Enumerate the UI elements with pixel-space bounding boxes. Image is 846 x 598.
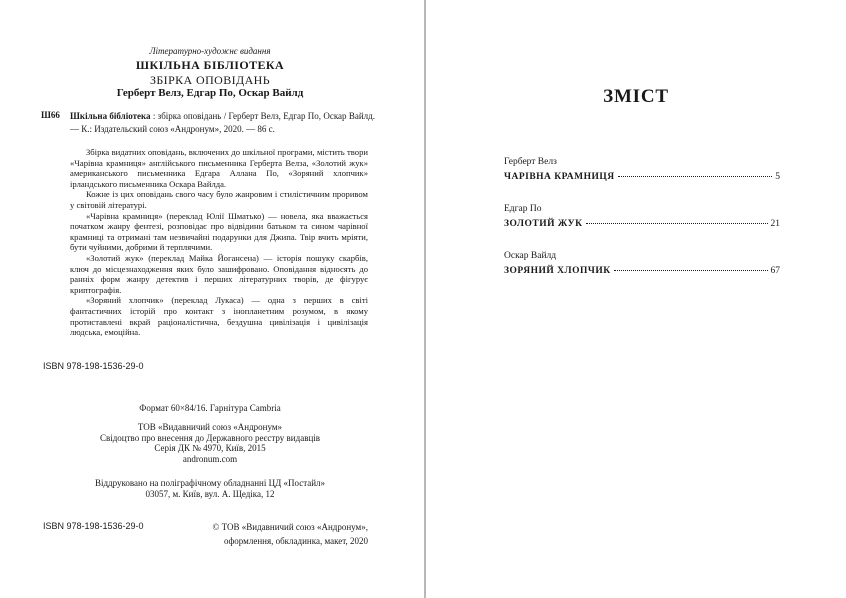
annotation-paragraph: Збірка видатних оповідань, включених до шкільної програми, містить твори «Чарівна крамниця» англійського письменника Герберта Велза, «Золотий жук» американського письменника Едгара Аллана По, «Зоряний хлопчик» ірландського письменника Оскара Вайлда.	[70, 147, 368, 189]
publisher-line: Серія ДК № 4970, Київ, 2015	[154, 443, 266, 453]
printer-line: Віддруковано на поліграфічному обладнанні ЦД «Постайл»	[94, 478, 326, 488]
toc-story-title: ЗОРЯНИЙ ХЛОПЧИК	[504, 266, 611, 276]
copyright-line: оформлення, обкладинка, макет, 2020	[223, 535, 368, 546]
toc-dot-leader	[618, 176, 773, 177]
toc-page-number: 21	[770, 219, 780, 229]
isbn-bottom: ISBN 978-198-1536-29-0	[43, 521, 144, 531]
copyright-line: © ТОВ «Видавничий союз «Андронум»,	[212, 522, 368, 532]
toc-page-number: 67	[770, 266, 780, 276]
toc-dot-leader	[614, 270, 768, 271]
authors-line: Герберт Велз, Едгар По, Оскар Вайлд	[116, 87, 304, 99]
toc-author: Герберт Велз	[504, 157, 557, 167]
printer-block	[40, 478, 380, 500]
copyright-block	[195, 521, 368, 548]
catalog-entry	[70, 110, 375, 136]
catalog-code: Ш66	[41, 110, 60, 120]
annotation	[70, 147, 368, 338]
annotation-paragraph: Кожне із цих оповідань свого часу було жанровим і стилістичним проривом у світовій літературі.	[70, 189, 368, 210]
annotation-paragraph: «Золотий жук» (переклад Майка Йогансена) — історія пошуку скарбів, ключ до місцезнаходження яких було зашифровано. Оповідання відносять до ранніх форм жанру детектив і перших літературних творів, де фігурує криптографія.	[70, 252, 368, 295]
toc-entry[interactable]	[504, 250, 780, 276]
publisher-line: ТОВ «Видавничий союз «Андронум»	[137, 422, 283, 432]
catalog-details: : збірка оповідань / Герберт Велз, Едгар По, Оскар Вайлд. — К.: Издательский союз «Андронум», 2020. — 86 с.	[70, 111, 375, 134]
toc-page-number: 5	[775, 172, 780, 182]
genre-label: Літературно-художнє видання	[149, 46, 271, 56]
toc-entry[interactable]	[504, 203, 780, 229]
publisher-block	[40, 422, 380, 464]
publisher-line: Свідоцтво про внесення до Державного реєстру видавців	[99, 432, 321, 443]
toc-author: Оскар Вайлд	[504, 251, 557, 261]
annotation-paragraph: «Чарівна крамниця» (переклад Юлії Шматько) — новела, яка вважається початком жанру фентезі, розповідає про відвідини батьком та сином чарівної крамниці та отримані там незвичайні подарунки для Джипа. Твір вчить мріяти, бути чуйними, добрими й терплячими.	[70, 210, 368, 253]
toc-dot-leader	[586, 223, 768, 224]
toc-entry[interactable]	[504, 156, 780, 182]
toc-line	[504, 219, 780, 229]
annotation-paragraph: «Зоряний хлопчик» (переклад Лукаса) — одна з перших в світі фантастичних історій про контакт з інопланетним розумом, в якому протиставлені вкрай раціоналістична, бездушна цивілізація і цивілізація людська, емоційна.	[70, 295, 368, 338]
collection-subtitle: ЗБІРКА ОПОВІДАНЬ	[149, 73, 271, 87]
format-line: Формат 60×84/16. Гарнітура Cambria	[139, 403, 281, 413]
contents-page	[426, 0, 846, 598]
series-title: ШКІЛЬНА БІБЛІОТЕКА	[135, 58, 285, 72]
publisher-line: andronum.com	[182, 453, 238, 464]
toc-author: Едгар По	[504, 204, 542, 214]
toc-heading: ЗМІСТ	[603, 86, 669, 107]
printer-line: 03057, м. Київ, вул. А. Щедіка, 12	[145, 489, 275, 499]
catalog-title: Шкільна бібліотека	[70, 111, 151, 121]
toc-story-title: ЗОЛОТИЙ ЖУК	[504, 219, 583, 229]
isbn-main: ISBN 978-198-1536-29-0	[43, 361, 144, 371]
toc-line	[504, 172, 780, 182]
toc-line	[504, 266, 780, 276]
toc-story-title: ЧАРІВНА КРАМНИЦЯ	[504, 172, 615, 182]
